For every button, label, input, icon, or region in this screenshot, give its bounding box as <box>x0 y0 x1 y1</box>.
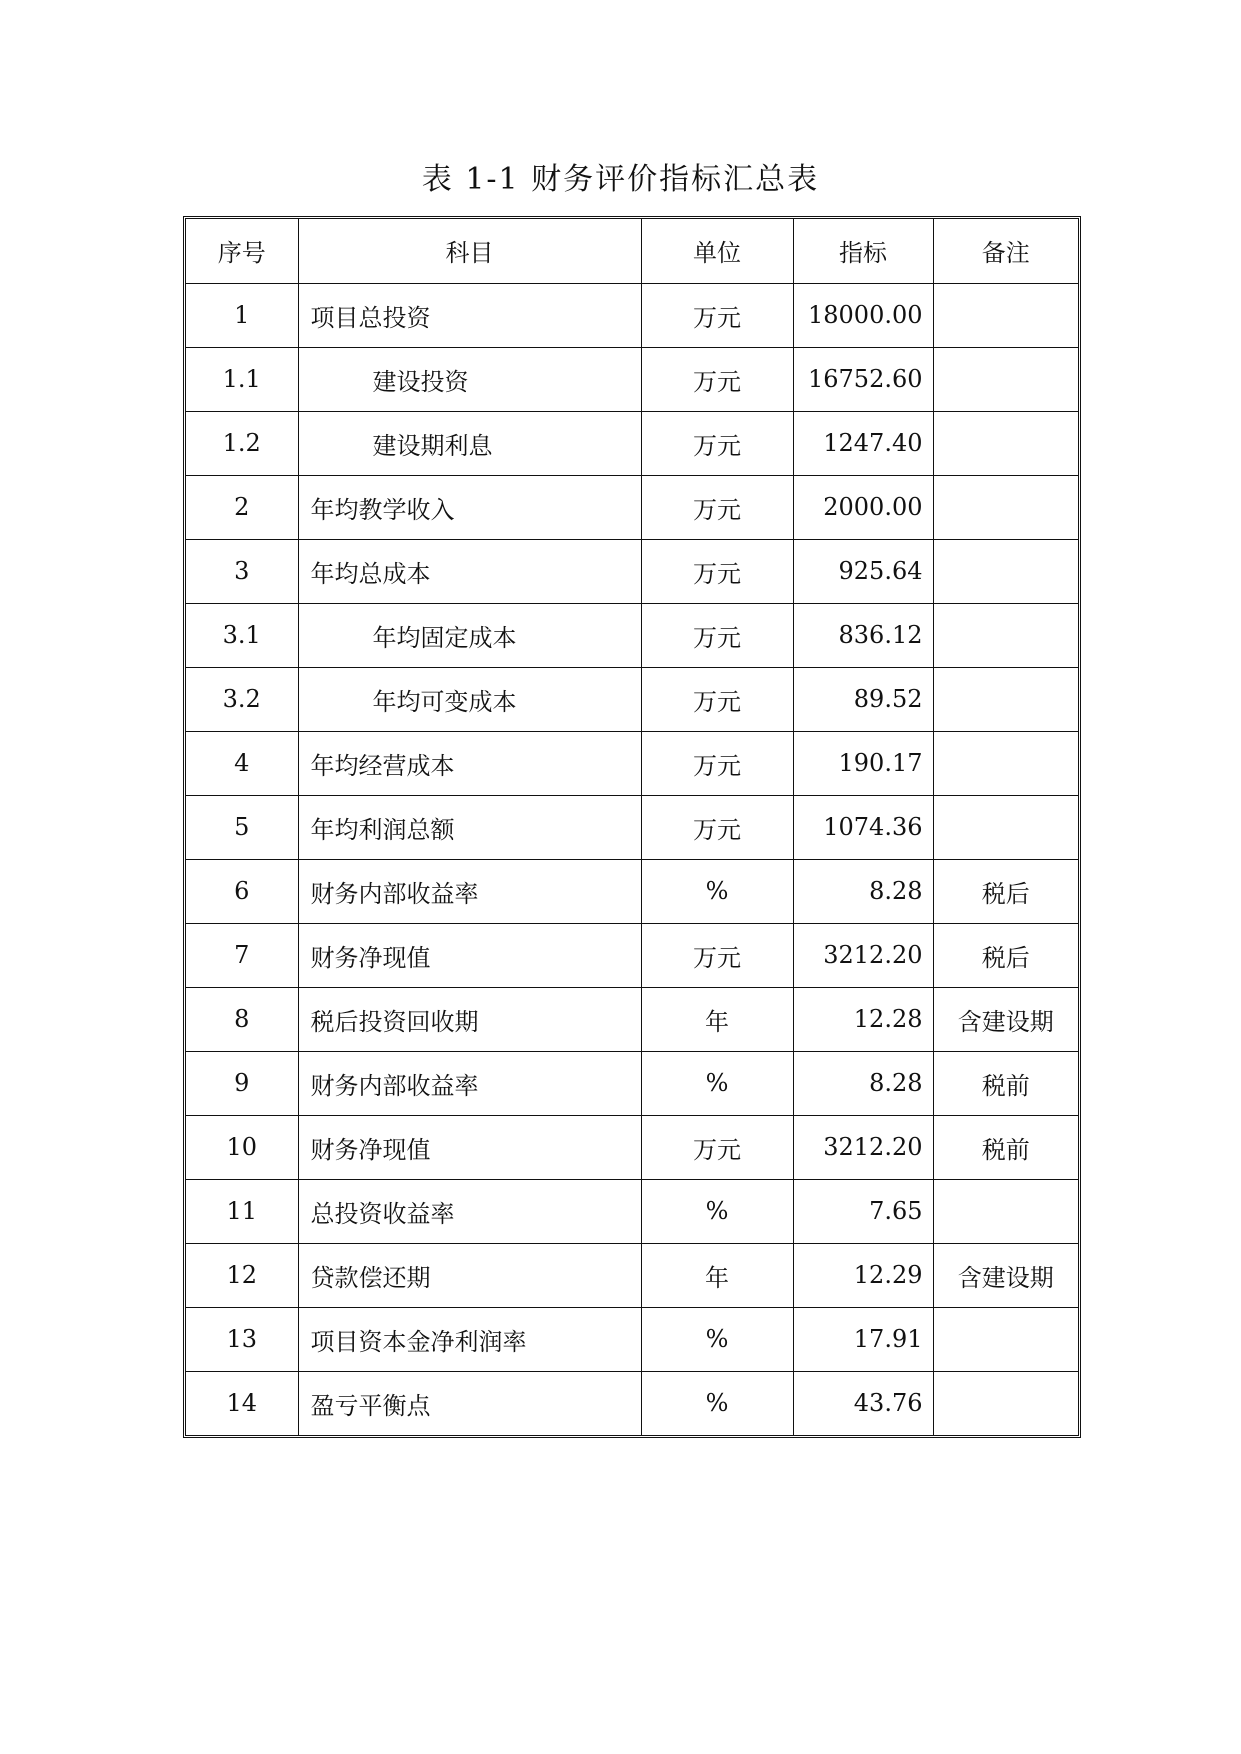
cell-item: 财务内部收益率 <box>298 859 641 923</box>
cell-value: 12.28 <box>793 987 933 1051</box>
cell-item: 年均总成本 <box>298 539 641 603</box>
cell-note <box>933 411 1078 475</box>
cell-unit: % <box>641 1371 793 1435</box>
cell-note <box>933 539 1078 603</box>
cell-unit: 万元 <box>641 1115 793 1179</box>
table-row <box>186 795 1078 859</box>
table-row <box>186 347 1078 411</box>
cell-note <box>933 283 1078 347</box>
cell-item: 财务内部收益率 <box>298 1051 641 1115</box>
cell-item: 盈亏平衡点 <box>298 1371 641 1435</box>
cell-value: 1074.36 <box>793 795 933 859</box>
cell-value: 43.76 <box>793 1371 933 1435</box>
cell-note <box>933 1307 1078 1371</box>
cell-item: 项目总投资 <box>298 283 641 347</box>
cell-note <box>933 347 1078 411</box>
header-unit: 单位 <box>641 219 793 283</box>
cell-no: 1.1 <box>186 347 298 411</box>
table-row <box>186 603 1078 667</box>
cell-value: 3212.20 <box>793 1115 933 1179</box>
cell-value: 7.65 <box>793 1179 933 1243</box>
cell-value: 925.64 <box>793 539 933 603</box>
cell-note <box>933 1371 1078 1435</box>
cell-no: 13 <box>186 1307 298 1371</box>
cell-item: 总投资收益率 <box>298 1179 641 1243</box>
cell-item: 年均经营成本 <box>298 731 641 795</box>
cell-item: 年均利润总额 <box>298 795 641 859</box>
cell-item: 建设期利息 <box>298 411 641 475</box>
table-row <box>186 1051 1078 1115</box>
table-header <box>186 219 1078 283</box>
cell-note: 含建设期 <box>933 1243 1078 1307</box>
cell-note: 税前 <box>933 1115 1078 1179</box>
cell-value: 16752.60 <box>793 347 933 411</box>
cell-no: 2 <box>186 475 298 539</box>
cell-unit: % <box>641 1307 793 1371</box>
table-title: 表 1-1 财务评价指标汇总表 <box>421 162 820 197</box>
cell-note <box>933 603 1078 667</box>
table <box>186 219 1078 1435</box>
cell-item: 年均可变成本 <box>298 667 641 731</box>
cell-no: 12 <box>186 1243 298 1307</box>
table-row <box>186 475 1078 539</box>
cell-item: 贷款偿还期 <box>298 1243 641 1307</box>
cell-no: 1.2 <box>186 411 298 475</box>
cell-value: 836.12 <box>793 603 933 667</box>
header-value: 指标 <box>793 219 933 283</box>
cell-value: 89.52 <box>793 667 933 731</box>
table-row <box>186 1371 1078 1435</box>
cell-value: 8.28 <box>793 859 933 923</box>
table-row <box>186 539 1078 603</box>
cell-no: 3 <box>186 539 298 603</box>
header-row <box>186 219 1078 283</box>
cell-no: 8 <box>186 987 298 1051</box>
cell-note: 含建设期 <box>933 987 1078 1051</box>
cell-unit: 万元 <box>641 283 793 347</box>
table-row <box>186 411 1078 475</box>
table-row <box>186 987 1078 1051</box>
cell-note <box>933 731 1078 795</box>
cell-item: 年均固定成本 <box>298 603 641 667</box>
cell-no: 14 <box>186 1371 298 1435</box>
cell-unit: 万元 <box>641 731 793 795</box>
cell-value: 1247.40 <box>793 411 933 475</box>
financial-indicator-table <box>183 216 1081 1438</box>
table-row <box>186 923 1078 987</box>
cell-item: 项目资本金净利润率 <box>298 1307 641 1371</box>
cell-no: 9 <box>186 1051 298 1115</box>
table-row <box>186 1307 1078 1371</box>
cell-note: 税后 <box>933 859 1078 923</box>
cell-no: 3.2 <box>186 667 298 731</box>
table-row <box>186 1179 1078 1243</box>
cell-item: 年均教学收入 <box>298 475 641 539</box>
cell-unit: 年 <box>641 1243 793 1307</box>
cell-unit: 年 <box>641 987 793 1051</box>
cell-item: 税后投资回收期 <box>298 987 641 1051</box>
cell-value: 12.29 <box>793 1243 933 1307</box>
cell-value: 18000.00 <box>793 283 933 347</box>
cell-unit: 万元 <box>641 603 793 667</box>
cell-note <box>933 475 1078 539</box>
cell-value: 3212.20 <box>793 923 933 987</box>
cell-note <box>933 1179 1078 1243</box>
cell-unit: 万元 <box>641 539 793 603</box>
table-body <box>186 283 1078 1435</box>
cell-unit: 万元 <box>641 795 793 859</box>
cell-unit: % <box>641 1051 793 1115</box>
cell-value: 8.28 <box>793 1051 933 1115</box>
cell-no: 5 <box>186 795 298 859</box>
cell-value: 2000.00 <box>793 475 933 539</box>
cell-value: 190.17 <box>793 731 933 795</box>
cell-note: 税前 <box>933 1051 1078 1115</box>
cell-unit: 万元 <box>641 923 793 987</box>
cell-unit: 万元 <box>641 411 793 475</box>
cell-value: 17.91 <box>793 1307 933 1371</box>
table-row <box>186 1243 1078 1307</box>
cell-unit: 万元 <box>641 475 793 539</box>
cell-no: 11 <box>186 1179 298 1243</box>
cell-no: 10 <box>186 1115 298 1179</box>
cell-item: 财务净现值 <box>298 1115 641 1179</box>
table-row <box>186 283 1078 347</box>
cell-no: 3.1 <box>186 603 298 667</box>
cell-unit: 万元 <box>641 347 793 411</box>
cell-item: 财务净现值 <box>298 923 641 987</box>
table-row <box>186 667 1078 731</box>
header-note: 备注 <box>933 219 1078 283</box>
cell-unit: 万元 <box>641 667 793 731</box>
table-row <box>186 859 1078 923</box>
table-row <box>186 1115 1078 1179</box>
cell-no: 4 <box>186 731 298 795</box>
header-no: 序号 <box>186 219 298 283</box>
header-item: 科目 <box>298 219 641 283</box>
cell-no: 6 <box>186 859 298 923</box>
cell-no: 7 <box>186 923 298 987</box>
cell-item: 建设投资 <box>298 347 641 411</box>
cell-unit: % <box>641 859 793 923</box>
cell-note: 税后 <box>933 923 1078 987</box>
cell-no: 1 <box>186 283 298 347</box>
cell-note <box>933 795 1078 859</box>
cell-note <box>933 667 1078 731</box>
table-row <box>186 731 1078 795</box>
cell-unit: % <box>641 1179 793 1243</box>
